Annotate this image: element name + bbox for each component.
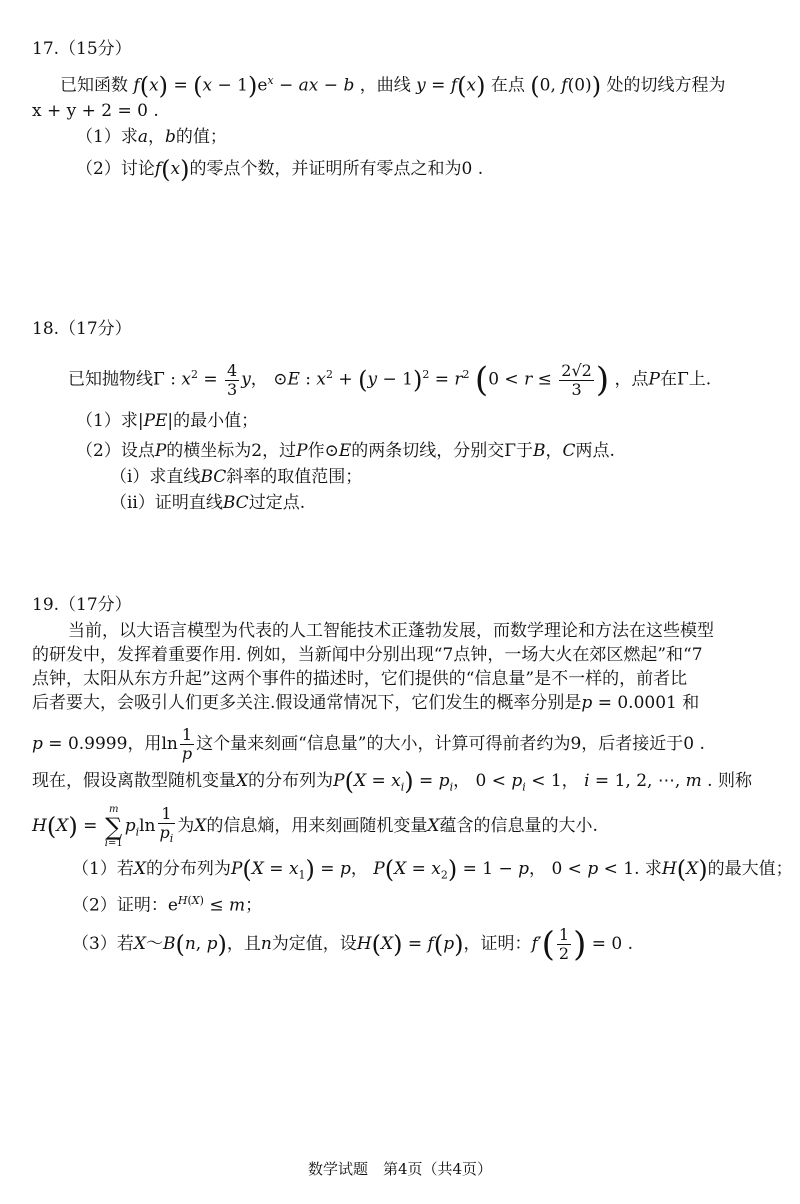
q17-part2: （2）讨论f(x)的零点个数，并证明所有零点之和为0 . (76, 155, 484, 184)
q19-line7: H(X) = m ∑ $i=1p_i\ln$ $\frac{1}{p_i}$ 为X的信息熵，用来刻画随机变量X蕴含的信息量的大小. (32, 803, 598, 849)
q17-stem-cont: x + y + 2 = 0 . (32, 101, 159, 121)
q19-part3: （3）若X～B(n, p)，且n为定值，设H(X) = f(p)，证明：f′( $\frac{1}{2}$ ) = 0 . (72, 924, 634, 965)
q19-part2: （2）证明：$e^{H(X)} \le m$； (72, 894, 263, 916)
q18-stem: 已知抛物线Γ : $x^2$ = $\frac{4}{3}$ y， ⊙E : $x^2 + (y - 1)^2 = r^2$ (0 < r ≤ $\frac{2√2}{3}$ ) ，点P在Γ上. (68, 360, 712, 401)
q19-header: 19.（17分） (32, 595, 132, 615)
q17-header: 17.（15分） (32, 39, 132, 59)
q19-line1: 当前，以大语言模型为代表的人工智能技术正蓬勃发展，而数学理论和方法在这些模型 (68, 621, 714, 641)
q19-part1: （1）若X的分布列为$P(X = x_1) = p$， $P(X = x_2) = 1 - p$， 0 < p < 1. 求H(X)的最大值； (72, 855, 793, 884)
q18-part2: （2）设点P的横坐标为2，过P作⊙E的两条切线，分别交Γ于B，C两点. (76, 441, 615, 461)
q18-part1: （1）求|PE|的最小值； (76, 411, 259, 431)
q19-line3: 点钟，太阳从东方升起”这两个事件的描述时，它们提供的“信息量”是不一样的，前者比 (32, 669, 688, 689)
q18-part2-ii: （ii）证明直线BC过定点. (110, 493, 306, 513)
q18-part2-i: （i）求直线BC斜率的取值范围； (110, 467, 363, 487)
q17-part1: （1）求a，b的值； (76, 127, 227, 147)
q18-header: 18.（17分） (32, 319, 132, 339)
q17-stem: 已知函数 $f(x) = (x - 1)e^x$ − ax − b ，曲线 y = f(x) 在点 (0, f(0)) 处的切线方程为 (60, 72, 726, 101)
q19-line2: 的研发中，发挥着重要作用. 例如，当新闻中分别出现“7点钟，一场大火在郊区燃起”和“7 (32, 645, 703, 665)
q19-line4: 后者要大，会吸引人们更多关注.假设通常情况下，它们发生的概率分别是p = 0.0001 和 (32, 693, 700, 713)
page-footer: 数学试题 第4页（共4页） (307, 1160, 493, 1178)
q19-line6: 现在，假设离散型随机变量X的分布列为$P(X = x_i) = p_i$， $0 < p_i < 1$， i = 1, 2, ⋯, m . 则称 (32, 767, 752, 796)
q19-line5: p = 0.9999，用ln $\frac{1}{p}$ 这个量来刻画“信息量”的大小，计算可得前者约为9，后者接近于0 . (32, 725, 705, 763)
